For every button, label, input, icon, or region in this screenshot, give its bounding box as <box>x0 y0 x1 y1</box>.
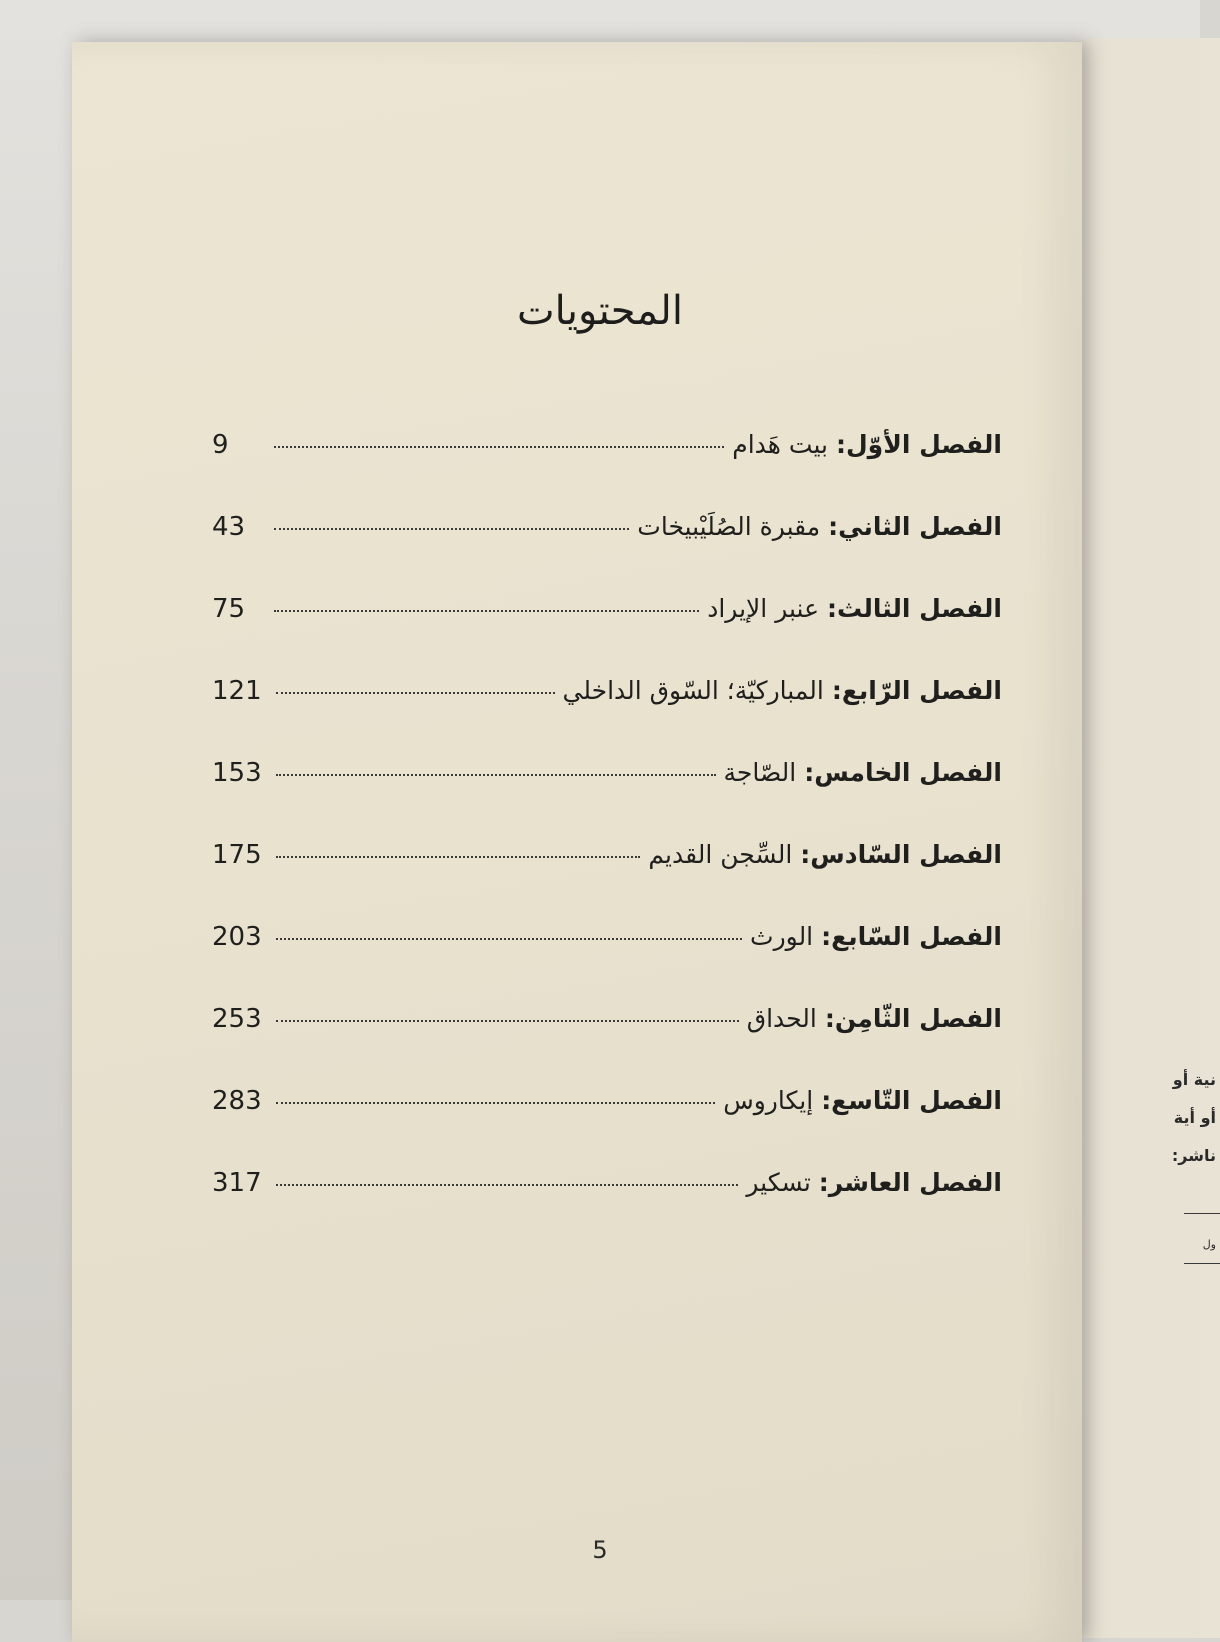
chapter-title: المباركيّة؛ السّوق الداخلي <box>562 676 824 705</box>
chapter-title: تسكير <box>746 1168 811 1197</box>
facing-page-text-3: ناشر: <box>1171 1146 1216 1165</box>
chapter-page-number: 9 <box>212 430 229 460</box>
dot-leader <box>276 1102 716 1104</box>
facing-page-text-2: أو أية <box>1173 1108 1216 1127</box>
chapter-page-number: 253 <box>212 1004 262 1034</box>
dot-leader <box>274 610 699 612</box>
page-number-footer: 5 <box>592 1536 608 1564</box>
toc-row <box>212 840 1002 922</box>
dot-leader <box>276 692 555 694</box>
chapter-label: الفصل التّاسع: <box>821 1086 1002 1115</box>
dot-leader <box>276 1020 739 1022</box>
chapter-label: الفصل الخامس: <box>804 758 1002 787</box>
chapter-title: الحداق <box>746 1004 817 1033</box>
toc-row <box>212 922 1002 1004</box>
chapter-title: الورث <box>750 922 814 951</box>
chapter-title: عنبر الإيراد <box>707 594 819 623</box>
toc-row <box>212 512 1002 594</box>
toc-row <box>212 1004 1002 1086</box>
dot-leader <box>276 938 742 940</box>
toc-row <box>212 430 1002 512</box>
toc-row <box>212 1086 1002 1168</box>
page-title: المحتويات <box>517 288 683 334</box>
toc-row <box>212 676 1002 758</box>
toc-row <box>212 594 1002 676</box>
table-of-contents <box>212 430 1002 1250</box>
chapter-label: الفصل الثالث: <box>827 594 1002 623</box>
chapter-page-number: 43 <box>212 512 246 542</box>
facing-page-rule-1 <box>1184 1213 1220 1214</box>
toc-row <box>212 1168 1002 1250</box>
chapter-page-number: 153 <box>212 758 262 788</box>
chapter-title: بيت هَدام <box>732 430 828 459</box>
chapter-page-number: 283 <box>212 1086 262 1116</box>
chapter-label: الفصل الأوّل: <box>835 430 1002 459</box>
chapter-label: الفصل الثاني: <box>828 512 1002 541</box>
chapter-label: الفصل السّابع: <box>821 922 1002 951</box>
toc-row <box>212 758 1002 840</box>
chapter-title: الصّاجة <box>723 758 797 787</box>
facing-page-rule-2 <box>1184 1263 1220 1264</box>
dot-leader <box>276 856 641 858</box>
dot-leader <box>274 528 629 530</box>
dot-leader <box>274 446 724 448</box>
chapter-page-number: 317 <box>212 1168 262 1198</box>
chapter-page-number: 203 <box>212 922 262 952</box>
chapter-label: الفصل الثّامِن: <box>824 1004 1002 1033</box>
chapter-label: الفصل الرّابع: <box>831 676 1002 705</box>
chapter-page-number: 121 <box>212 676 262 706</box>
dot-leader <box>276 774 716 776</box>
chapter-label: الفصل العاشر: <box>818 1168 1002 1197</box>
chapter-page-number: 75 <box>212 594 246 624</box>
facing-page-text-1: نية أو <box>1172 1070 1216 1089</box>
facing-page-text-4: ول <box>1202 1238 1216 1251</box>
dot-leader <box>276 1184 739 1186</box>
chapter-title: مقبرة الصُلَيْبيخات <box>637 512 821 541</box>
chapter-page-number: 175 <box>212 840 262 870</box>
chapter-title: السِّجن القديم <box>648 840 793 869</box>
chapter-title: إيكاروس <box>723 1086 814 1115</box>
chapter-label: الفصل السّادس: <box>800 840 1002 869</box>
